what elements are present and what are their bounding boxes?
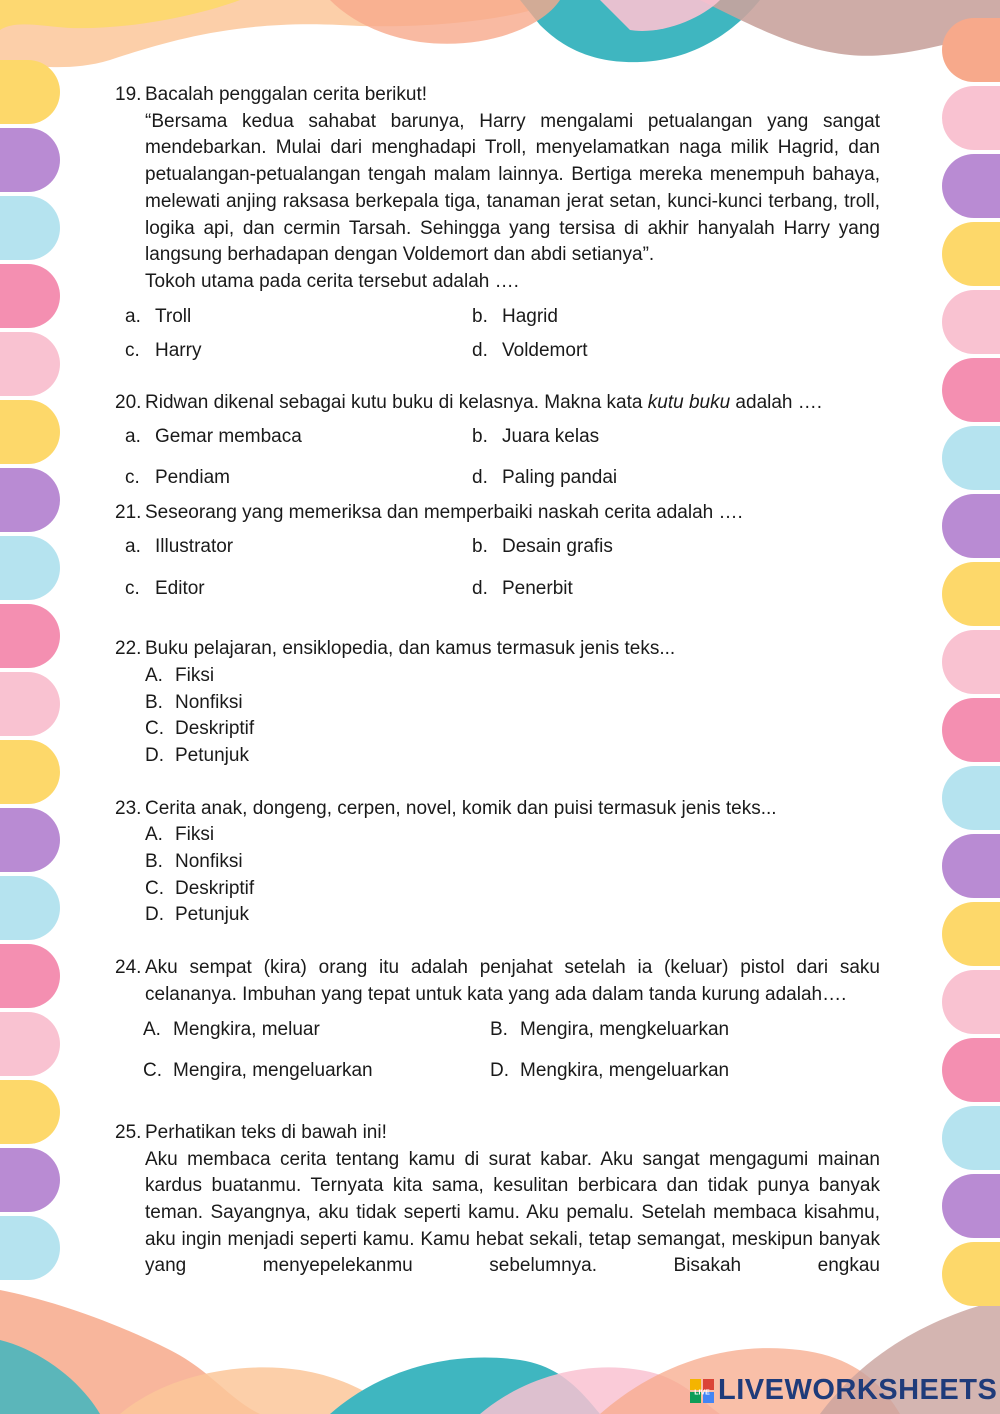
option-d[interactable]: d. Penerbit	[472, 577, 573, 599]
option-c[interactable]: C. Deskriptif	[145, 877, 255, 899]
question-number: 20.	[115, 392, 142, 414]
option-b[interactable]: b. Hagrid	[472, 305, 558, 327]
option-c[interactable]: c. Pendiam	[125, 467, 230, 489]
question-21	[115, 500, 880, 527]
option-d[interactable]: D. Petunjuk	[145, 745, 249, 767]
option-a[interactable]: a. Troll	[125, 305, 192, 327]
question-prompt: Perhatikan teks di bawah ini!	[145, 1121, 387, 1143]
question-25	[115, 1120, 880, 1280]
svg-text:LIVE: LIVE	[694, 1389, 710, 1396]
question-23	[115, 796, 880, 929]
option-a[interactable]: A. Fiksi	[145, 664, 215, 686]
logo-mark-icon	[690, 1379, 714, 1403]
question-number: 21.	[115, 502, 142, 524]
option-c[interactable]: c. Editor	[125, 577, 205, 599]
option-a[interactable]: A. Fiksi	[145, 824, 215, 846]
option-a[interactable]: a. Illustrator	[125, 535, 234, 557]
question-19	[115, 82, 880, 296]
options-19	[115, 304, 880, 365]
option-c[interactable]: c. Harry	[125, 340, 202, 362]
question-number: 19.	[115, 84, 142, 105]
options-22	[145, 663, 880, 770]
liveworksheets-logo	[690, 1374, 997, 1407]
option-a[interactable]: A. Mengkira, meluar	[143, 1018, 320, 1040]
question-number: 25.	[115, 1121, 142, 1143]
story-passage: Aku membaca cerita tentang kamu di surat kabar. Aku sangat mengagumi mainan kardus buatanmu. Ternyata kita sama, kesulitan berbicara dan tidak punya banyak teman. Sayangnya, aku tidak seperti kamu. Aku pemalu. Setelah membaca kisahmu, aku ingin menjadi seperti kamu. Kamu hebat sekali, tetap semangat, meskipun banyak yang menyepelekanmu sebelumnya. Bisakah engkau	[145, 1148, 880, 1277]
option-d[interactable]: d. Paling pandai	[472, 467, 618, 489]
question-22	[115, 636, 880, 769]
options-24	[143, 1017, 880, 1085]
question-prompt: Aku sempat (kira) orang itu adalah penjahat setelah ia (keluar) pistol dari saku celananya. Imbuhan yang tepat untuk kata yang ada dalam tanda kurung adalah….	[145, 957, 880, 1005]
option-a[interactable]: a. Gemar membaca	[125, 425, 302, 447]
options-23	[145, 822, 880, 929]
option-b[interactable]: B. Nonfiksi	[145, 691, 243, 713]
option-c[interactable]: C. Deskriptif	[145, 718, 255, 740]
options-21	[115, 534, 880, 602]
question-20	[115, 390, 880, 417]
question-number: 22.	[115, 638, 142, 660]
option-d[interactable]: D. Mengkira, mengeluarkan	[490, 1060, 730, 1082]
options-20	[115, 424, 880, 492]
question-number: 24.	[115, 957, 142, 979]
question-prompt: Buku pelajaran, ensiklopedia, dan kamus termasuk jenis teks...	[145, 638, 676, 660]
option-b[interactable]: B. Nonfiksi	[145, 851, 243, 873]
logo-text: LIVEWORKSHEETS	[718, 1374, 998, 1406]
question-text: Tokoh utama pada cerita tersebut adalah ….	[145, 270, 519, 292]
question-24	[115, 955, 880, 1008]
question-prompt: Cerita anak, dongeng, cerpen, novel, komik dan puisi termasuk jenis teks...	[145, 797, 777, 819]
option-c[interactable]: C. Mengira, mengeluarkan	[143, 1060, 373, 1082]
option-d[interactable]: d. Voldemort	[472, 340, 588, 362]
worksheet-content	[115, 82, 880, 1280]
question-prompt: Bacalah penggalan cerita berikut!	[145, 84, 428, 105]
option-b[interactable]: b. Juara kelas	[472, 425, 600, 447]
option-b[interactable]: b. Desain grafis	[472, 535, 613, 557]
option-d[interactable]: D. Petunjuk	[145, 904, 249, 926]
option-b[interactable]: B. Mengira, mengkeluarkan	[490, 1018, 730, 1040]
question-prompt: Ridwan dikenal sebagai kutu buku di kelasnya. Makna kata kutu buku adalah ….	[145, 392, 823, 414]
question-number: 23.	[115, 797, 142, 819]
story-passage: “Bersama kedua sahabat barunya, Harry mengalami petualangan yang sangat mendebarkan. Mulai dari menghadapi Troll, menyelamatkan naga milik Hagrid, dan petualangan-petualangan tengah malam lainnya. Bertiga mereka menempuh bahaya, melewati anjing raksasa berkepala tiga, tanaman jerat setan, kunci-kunci terbang, troll, logika api, dan cermin Tarsah. Sehingga yang tersisa di akhir hanyalah Harry yang langsung berhadapan dengan Voldemort dan abdi setianya”.	[145, 110, 880, 266]
question-prompt: Seseorang yang memeriksa dan memperbaiki naskah cerita adalah ….	[145, 502, 743, 524]
